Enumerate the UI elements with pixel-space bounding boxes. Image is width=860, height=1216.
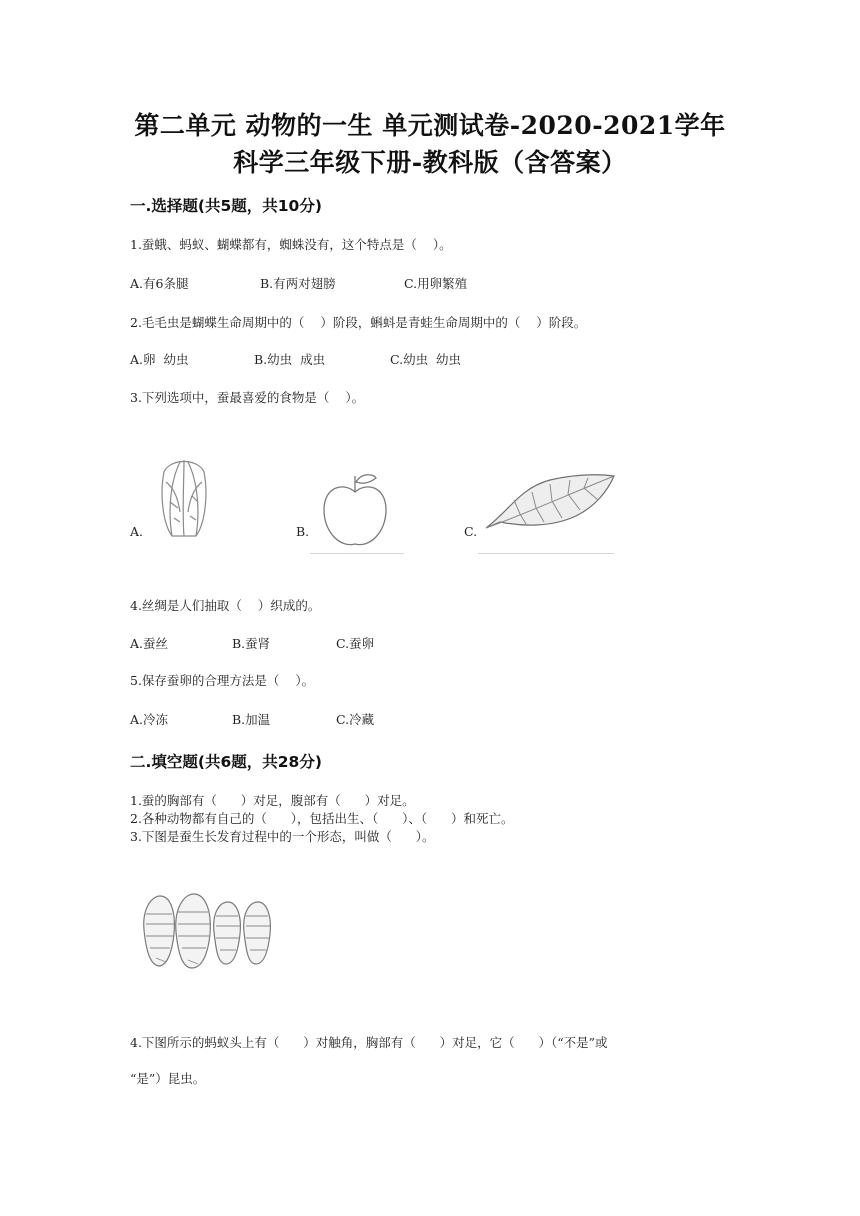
q5-option-c: C.冷藏 bbox=[336, 712, 375, 727]
q1-option-b: B.有两对翅膀 bbox=[260, 276, 336, 291]
question-4: 4.丝绸是人们抽取（ ）织成的。 bbox=[130, 598, 321, 613]
page-title-line-2: 科学三年级下册-教科版（含答案） bbox=[233, 148, 627, 177]
apple-baseline bbox=[310, 553, 404, 554]
question-1: 1.蚕蛾、蚂蚁、蝴蝶都有，蜘蛛没有，这个特点是（ ）。 bbox=[130, 237, 452, 252]
section-heading-choice: 一.选择题(共5题，共10分) bbox=[130, 197, 322, 215]
q2-option-b: B.幼虫 成虫 bbox=[254, 352, 326, 367]
q2-option-a: A.卵 幼虫 bbox=[130, 352, 189, 367]
fill-question-4-line-1: 4.下图所示的蚂蚁头上有（ ）对触角，胸部有（ ）对足，它（ ）（“不是”或 bbox=[130, 1035, 608, 1050]
q4-option-a: A.蚕丝 bbox=[130, 636, 169, 651]
silkworm-pupae-icon bbox=[138, 890, 280, 972]
apple-icon bbox=[318, 470, 392, 552]
fill-question-2: 2.各种动物都有自己的（ ），包括出生、（ ）、（ ）和死亡。 bbox=[130, 811, 514, 826]
question-5: 5.保存蚕卵的合理方法是（ ）。 bbox=[130, 673, 315, 688]
q3-option-c: C. bbox=[464, 524, 478, 539]
page-title-line-1: 第二单元 动物的一生 单元测试卷-2020-2021学年 bbox=[134, 111, 726, 140]
mulberry-leaf-icon bbox=[480, 470, 620, 532]
q2-option-c: C.幼虫 幼虫 bbox=[390, 352, 462, 367]
q1-option-c: C.用卵繁殖 bbox=[404, 276, 468, 291]
question-3: 3.下列选项中，蚕最喜爱的食物是（ ）。 bbox=[130, 390, 365, 405]
cabbage-icon bbox=[150, 452, 218, 542]
q5-option-a: A.冷冻 bbox=[130, 712, 169, 727]
fill-question-1: 1.蚕的胸部有（ ）对足，腹部有（ ）对足。 bbox=[130, 793, 415, 808]
fill-question-3: 3.下图是蚕生长发育过程中的一个形态，叫做（ ）。 bbox=[130, 829, 435, 844]
q4-option-c: C.蚕卵 bbox=[336, 636, 375, 651]
leaf-baseline bbox=[478, 553, 614, 554]
q4-option-b: B.蚕肾 bbox=[232, 636, 271, 651]
section-heading-fill-in: 二.填空题(共6题，共28分) bbox=[130, 753, 322, 771]
q1-option-a: A.有6条腿 bbox=[130, 276, 189, 291]
q3-option-b: B. bbox=[296, 524, 310, 539]
fill-question-4-line-2: “是”）昆虫。 bbox=[130, 1071, 206, 1086]
q5-option-b: B.加温 bbox=[232, 712, 271, 727]
question-2: 2.毛毛虫是蝴蝶生命周期中的（ ）阶段，蝌蚪是青蛙生命周期中的（ ）阶段。 bbox=[130, 315, 587, 330]
q3-option-a: A. bbox=[130, 524, 144, 539]
